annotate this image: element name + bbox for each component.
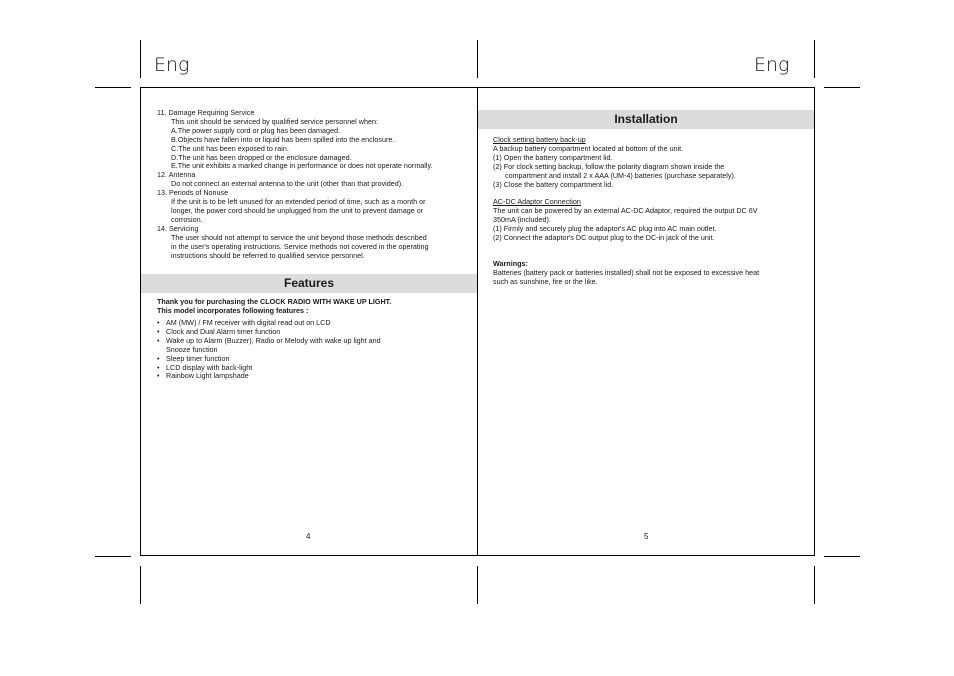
maintenance-line: Do not connect an external antenna to the unit (other than that provided). xyxy=(171,179,404,189)
maintenance-line: instructions should be referred to qualified service personnel. xyxy=(171,250,365,260)
crop-mark-left-bottom xyxy=(95,556,131,557)
warnings-line: Batteries (battery pack or batteries installed) shall not be exposed to excessive heat xyxy=(493,268,760,277)
adaptor-line: The unit can be powered by an external AC-DC Adaptor, required the output DC 6V xyxy=(493,206,758,215)
crop-mark-top-center xyxy=(477,40,478,78)
maintenance-line: corrosion. xyxy=(171,214,203,224)
maintenance-line: This unit should be serviced by qualified service personnel when: xyxy=(171,116,378,126)
maintenance-line: 11. Damage Requiring Service xyxy=(157,108,255,117)
maintenance-line: 14. Servicing xyxy=(157,223,199,233)
maintenance-list xyxy=(157,109,433,260)
maintenance-line: 12. Antenna xyxy=(157,170,196,180)
maintenance-line: The user should not attempt to service the unit beyond those methods described xyxy=(171,232,427,242)
page-left xyxy=(141,88,477,555)
battery-line: (3) Close the battery compartment lid. xyxy=(493,179,614,189)
feature-item: • Clock and Dual Alarm timer function xyxy=(157,328,381,337)
crop-mark-top-right xyxy=(814,40,815,78)
maintenance-line: E.The unit exhibits a marked change in performance or does not operate normally. xyxy=(171,161,433,171)
crop-mark-right-top xyxy=(824,87,860,88)
spread-frame xyxy=(140,87,815,556)
page-number-left: 4 xyxy=(306,532,311,541)
adaptor-line: (2) Connect the adaptor's DC output plug to the DC-in jack of the unit. xyxy=(493,232,715,242)
crop-mark-top-left xyxy=(140,40,141,78)
crop-mark-bottom-left xyxy=(140,566,141,604)
crop-mark-right-bottom xyxy=(824,556,860,557)
feature-item: • AM (MW) / FM receiver with digital read out on LCD xyxy=(157,319,381,328)
maintenance-line: 13. Periods of Nonuse xyxy=(157,188,229,198)
battery-line: A backup battery compartment located at bottom of the unit. xyxy=(493,144,684,153)
crop-mark-bottom-center xyxy=(477,566,478,604)
maintenance-line: C.The unit has been exposed to rain. xyxy=(171,143,289,153)
page-number-right: 5 xyxy=(644,532,649,541)
crop-mark-bottom-right xyxy=(814,566,815,604)
adaptor-line: (1) Firmly and securely plug the adaptor's AC plug into AC main outlet. xyxy=(493,223,717,233)
adaptor-line: 350mA (included). xyxy=(493,214,551,224)
section-title-features: Features xyxy=(141,274,477,293)
battery-line: (2) For clock setting backup, follow the polarity diagram shown inside the xyxy=(493,161,725,171)
features-intro-line-1: Thank you for purchasing the CLOCK RADIO WITH WAKE UP LIGHT. xyxy=(157,297,392,306)
features-list xyxy=(157,319,381,381)
maintenance-line: A.The power supply cord or plug has been damaged. xyxy=(171,125,341,135)
adaptor-heading: AC-DC Adaptor Connection xyxy=(493,197,581,206)
adaptor-text xyxy=(493,207,758,243)
maintenance-line: If the unit is to be left unused for an extended period of time, such as a month or xyxy=(171,197,426,207)
feature-item: • Rainbow Light lampshade xyxy=(157,372,381,381)
features-intro-line-2: This model incorporates following features : xyxy=(157,306,309,315)
feature-item: • Wake up to Alarm (Buzzer), Radio or Melody with wake up light and Snooze function xyxy=(157,337,381,355)
feature-item: • LCD display with back-light xyxy=(157,364,381,373)
language-label-right: Eng xyxy=(754,54,790,76)
warnings-line: such as sunshine, fire or the like. xyxy=(493,276,598,286)
maintenance-line: in the user's operating instructions. Service methods not covered in the operating xyxy=(171,241,429,251)
section-title-installation: Installation xyxy=(478,110,814,129)
battery-line: (1) Open the battery compartment lid. xyxy=(493,152,613,162)
maintenance-line: longer, the power cord should be unplugged from the unit to prevent damage or xyxy=(171,205,424,215)
maintenance-line: B.Objects have fallen into or liquid has been spilled into the enclosure. xyxy=(171,134,395,144)
language-label-left: Eng xyxy=(154,54,190,76)
warnings-heading: Warnings: xyxy=(493,259,528,268)
page-right xyxy=(478,88,814,555)
feature-item: • Sleep timer function xyxy=(157,355,381,364)
crop-mark-left-top xyxy=(95,87,131,88)
maintenance-line: D.The unit has been dropped or the enclosure damaged. xyxy=(171,152,352,162)
battery-line: compartment and install 2 x AAA (UM-4) batteries (purchase separately). xyxy=(493,170,736,180)
warnings-text xyxy=(493,269,759,287)
battery-backup-heading: Clock setting battery back-up xyxy=(493,135,586,144)
battery-backup-text xyxy=(493,145,736,190)
